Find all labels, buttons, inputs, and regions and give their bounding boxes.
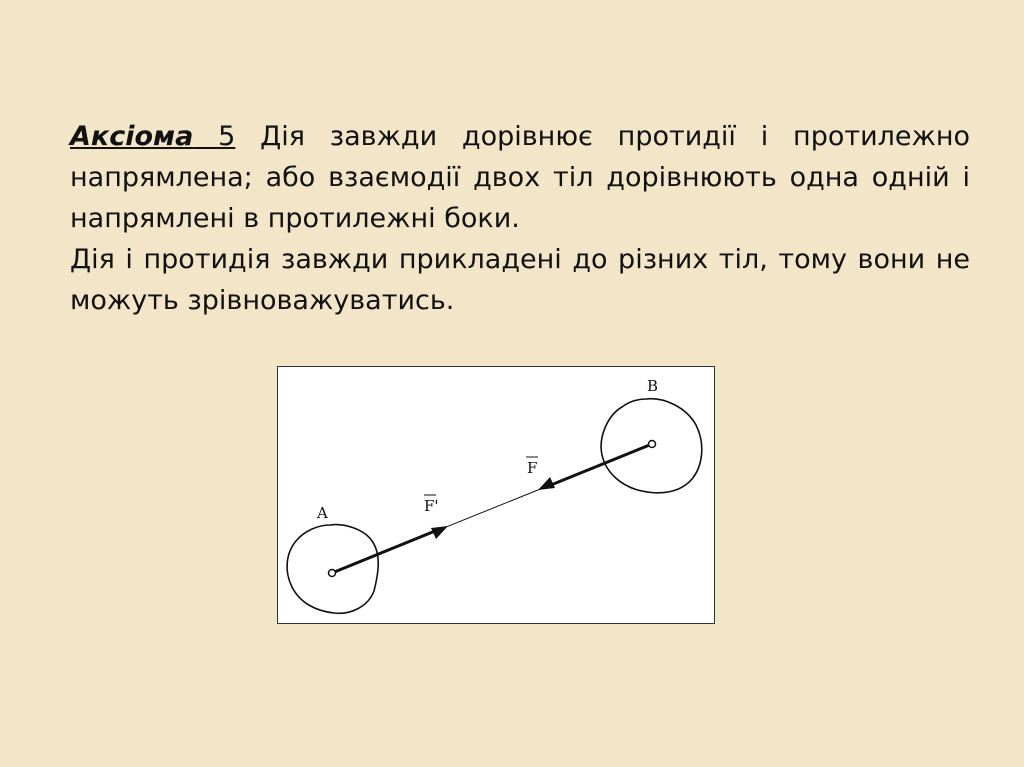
point-b (649, 441, 656, 448)
axiom-heading: Аксіома (70, 121, 194, 152)
label-force-f: F (527, 459, 538, 477)
action-reaction-diagram (277, 366, 715, 624)
force-f-prime-arrowhead (431, 526, 448, 539)
label-body-b: B (647, 377, 659, 395)
force-f-arrowhead (538, 477, 555, 490)
axiom-number: 5 (193, 121, 236, 152)
force-vector-f-prime (332, 529, 440, 573)
axiom-paragraph (70, 116, 970, 239)
label-body-a: A (317, 504, 328, 522)
force-vector-f (546, 444, 652, 487)
axiom-text-block (70, 116, 970, 321)
explanation-paragraph: Дія і протидія завжди прикладені до різних тіл, тому вони не можуть зрівноважуватись. (70, 244, 970, 316)
point-a (329, 570, 336, 577)
axiom-statement: Дія завжди дорівнює протидії і протилежно напрямлена; або взаємодії двох тіл дорівнюють одна одній і напрямлені в протилежні боки. (70, 121, 970, 234)
label-force-f-prime: F' (424, 497, 439, 515)
diagram-canvas (278, 367, 714, 623)
